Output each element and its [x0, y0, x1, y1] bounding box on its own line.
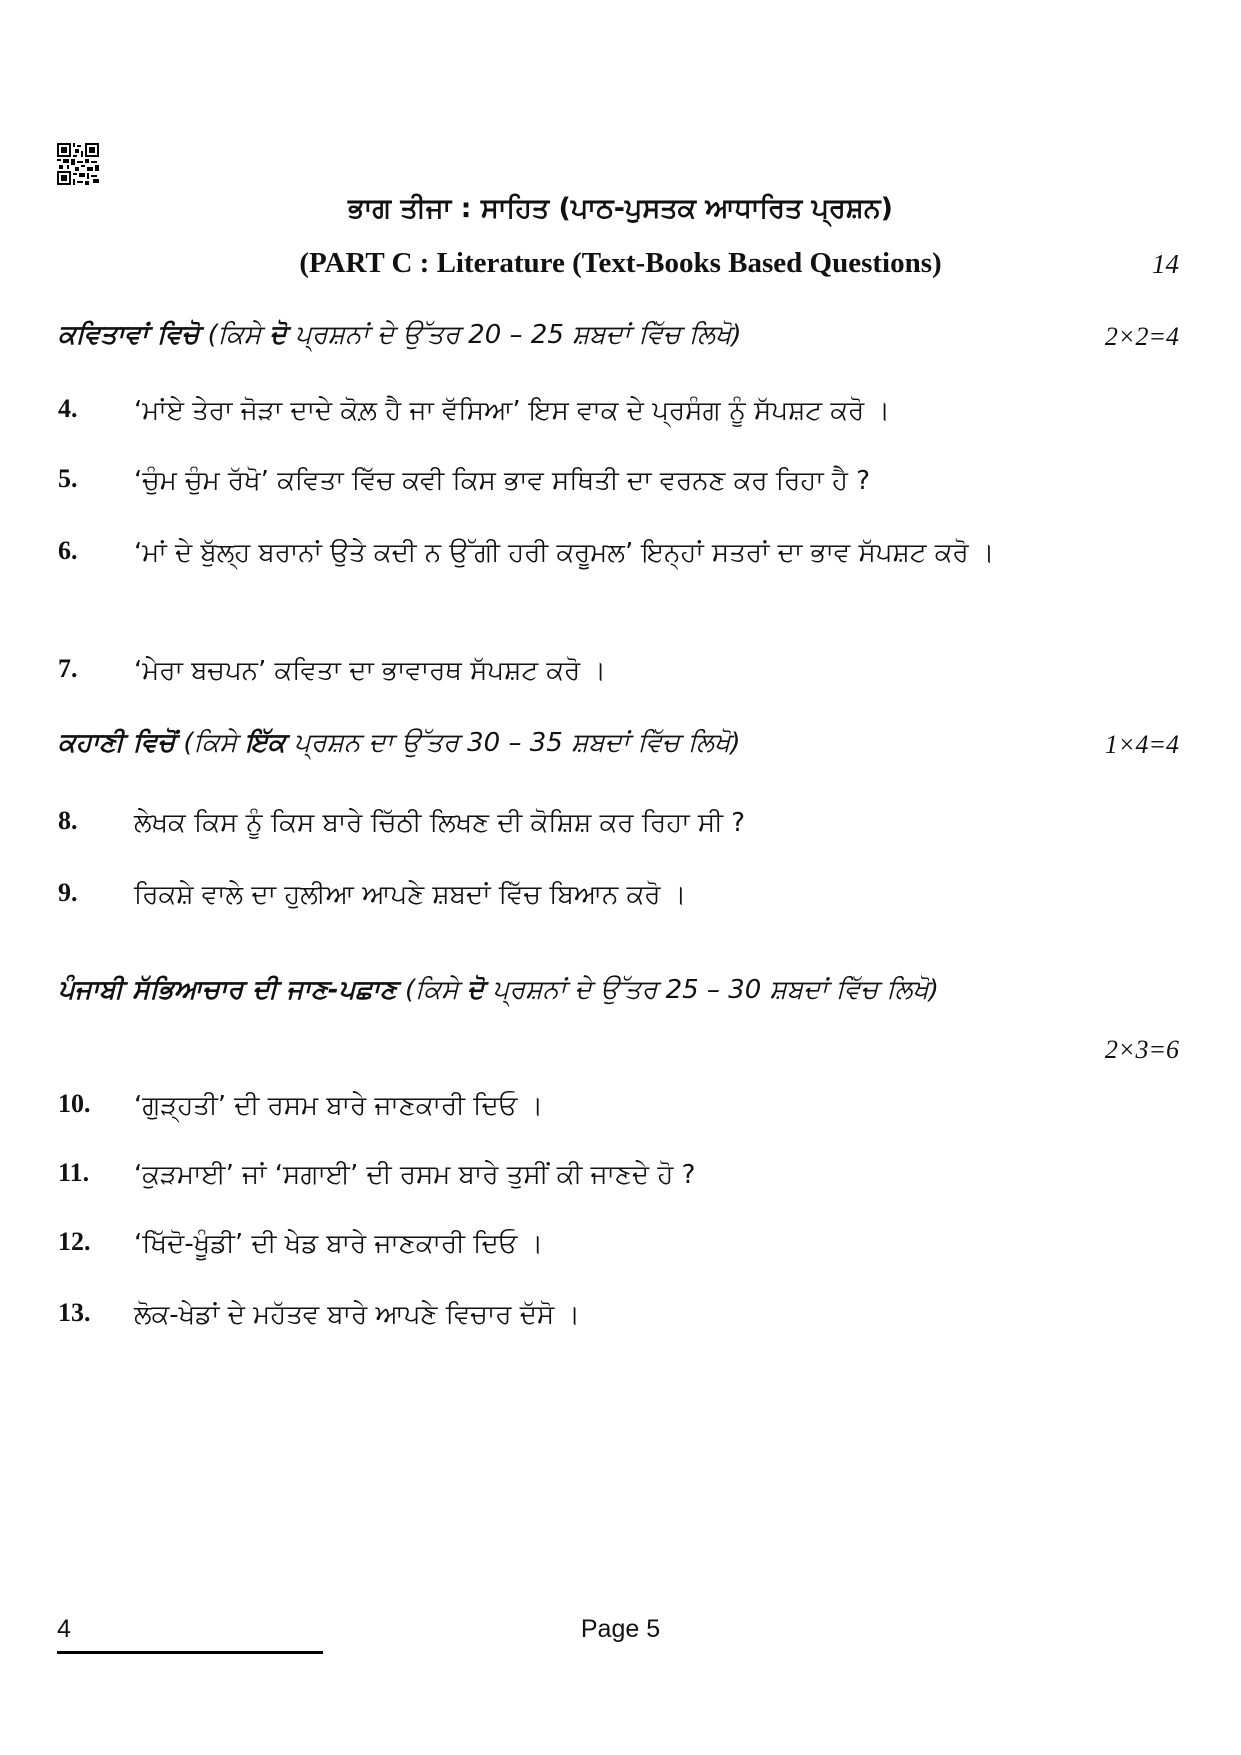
question-item — [58, 648, 1181, 694]
question-number: 7. — [58, 654, 78, 683]
instruction-text: ਪ੍ਰਸ਼ਨਾਂ ਦੇ ਉੱਤਰ 20 – 25 ਸ਼ਬਦਾਂ ਵਿੱਚ ਲਿਖੋ) — [286, 320, 742, 350]
question-number: 5. — [58, 464, 78, 493]
question-text: ਰਿਕਸ਼ੇ ਵਾਲੇ ਦਾ ਹੁਲੀਆ ਆਪਣੇ ਸ਼ਬਦਾਂ ਵਿੱਚ ਬਿਆਨ ਕਰੋ । — [134, 880, 687, 910]
section-heading-culture — [58, 955, 1121, 1025]
section-heading-label: ਕਹਾਣੀ ਵਿਚੋਂ — [58, 728, 176, 758]
question-item — [58, 530, 1181, 576]
section-title-punjabi: ਭਾਗ ਤੀਜਾ : ਸਾਹਿਤ (ਪਾਠ-ਪੁਸਤਕ ਆਧਾਰਿਤ ਪ੍ਰਸ਼ਨ) — [348, 193, 893, 224]
question-number: 4. — [58, 394, 78, 423]
question-text: ‘ਕੁੜਮਾਈ’ ਜਾਂ ‘ਸਗਾਈ’ ਦੀ ਰਸਮ ਬਾਰੇ ਤੁਸੀਂ ਕੀ ਜਾਣਦੇ ਹੋ ? — [134, 1160, 696, 1190]
question-number: 10. — [58, 1089, 91, 1118]
paper-code: 4 — [57, 1615, 71, 1643]
question-text: ‘ਖਿੱਦੋ-ਖੂੰਡੀ’ ਦੀ ਖੇਡ ਬਾਰੇ ਜਾਣਕਾਰੀ ਦਿਓ । — [134, 1229, 544, 1259]
question-item — [58, 1152, 1181, 1198]
question-text: ਲੇਖਕ ਕਿਸ ਨੂੰ ਕਿਸ ਬਾਰੇ ਚਿੱਠੀ ਲਿਖਣ ਦੀ ਕੋਸ਼ਿਸ਼ ਕਰ ਰਿਹਾ ਸੀ ? — [134, 808, 746, 838]
section-heading-poems — [58, 320, 1011, 351]
total-marks: 14 — [1152, 249, 1179, 279]
section-title-english: (PART C : Literature (Text-Books Based Questions) — [299, 247, 942, 279]
instruction-count: ਇੱਕ — [245, 728, 286, 758]
instruction-count: ਦੋ — [466, 975, 485, 1005]
instruction-text: ਪ੍ਰਸ਼ਨਾਂ ਦੇ ਉੱਤਰ 25 – 30 ਸ਼ਬਦਾਂ ਵਿੱਚ ਲਿਖੋ) — [484, 975, 939, 1005]
question-text: ‘ਗੁੜ੍ਹਤੀ’ ਦੀ ਰਸਮ ਬਾਰੇ ਜਾਣਕਾਰੀ ਦਿਓ । — [134, 1091, 544, 1121]
question-number: 6. — [58, 536, 78, 565]
question-number: 8. — [58, 806, 78, 835]
question-item — [58, 1083, 1181, 1129]
section-heading-label: ਕਵਿਤਾਵਾਂ ਵਿਚੋ — [58, 320, 200, 350]
instruction-count: ਦੋ — [269, 320, 287, 350]
question-number: 11. — [58, 1158, 90, 1187]
instruction-text: (ਕਿਸੇ — [199, 320, 270, 350]
question-item — [58, 1221, 1181, 1267]
footer-rule — [57, 1651, 323, 1654]
question-text: ‘ਚੁੰਮ ਚੁੰਮ ਰੱਖੋ’ ਕਵਿਤਾ ਵਿੱਚ ਕਵੀ ਕਿਸ ਭਾਵ ਸਥਿਤੀ ਦਾ ਵਰਨਣ ਕਰ ਰਿਹਾ ਹੈ ? — [134, 466, 871, 496]
section-marks: 2×3=6 — [1104, 1035, 1179, 1064]
qr-code-icon — [57, 143, 99, 185]
instruction-text: (ਕਿਸੇ — [175, 728, 246, 758]
instruction-text: (ਕਿਸੇ — [396, 975, 467, 1005]
question-item — [58, 800, 1181, 846]
question-text: ‘ਮਾਂ ਦੇ ਬੁੱਲ੍ਹ ਬਰਾਨਾਂ ਉਤੇ ਕਦੀ ਨ ਉੱਗੀ ਹਰੀ ਕਰੂਮਲ’ ਇਨ੍ਹਾਂ ਸਤਰਾਂ ਦਾ ਭਾਵ ਸੱਪਸ਼ਟ ਕਰੋ । — [134, 538, 995, 568]
instruction-text: ਪ੍ਰਸ਼ਨ ਦਾ ਉੱਤਰ 30 – 35 ਸ਼ਬਦਾਂ ਵਿੱਚ ਲਿਖੋ) — [285, 728, 741, 758]
question-text: ‘ਮੇਰਾ ਬਚਪਨ’ ਕਵਿਤਾ ਦਾ ਭਾਵਾਰਥ ਸੱਪਸ਼ਟ ਕਰੋ । — [134, 656, 607, 686]
question-number: 12. — [58, 1227, 91, 1256]
question-item — [58, 458, 1181, 504]
question-number: 9. — [58, 878, 78, 907]
question-number: 13. — [58, 1298, 91, 1327]
question-item — [58, 1292, 1181, 1338]
question-item — [58, 872, 1181, 918]
section-heading-story — [58, 728, 1011, 759]
page-number: Page 5 — [580, 1615, 661, 1643]
question-text: ‘ਮਾਂਏ ਤੇਰਾ ਜੋੜਾ ਦਾਦੇ ਕੋਲ਼ ਹੈ ਜਾ ਵੱਸਿਆ’ ਇਸ ਵਾਕ ਦੇ ਪ੍ਰਸੰਗ ਨੂੰ ਸੱਪਸ਼ਟ ਕਰੋ । — [134, 396, 890, 426]
question-item — [58, 388, 1181, 434]
section-marks: 1×4=4 — [1104, 730, 1179, 759]
section-marks: 2×2=4 — [1104, 322, 1179, 351]
question-text: ਲੋਕ-ਖੇਡਾਂ ਦੇ ਮਹੱਤਵ ਬਾਰੇ ਆਪਣੇ ਵਿਚਾਰ ਦੱਸੋ । — [134, 1300, 581, 1330]
section-heading-label: ਪੰਜਾਬੀ ਸੱਭਿਆਚਾਰ ਦੀ ਜਾਣ-ਪਛਾਣ — [58, 975, 397, 1005]
